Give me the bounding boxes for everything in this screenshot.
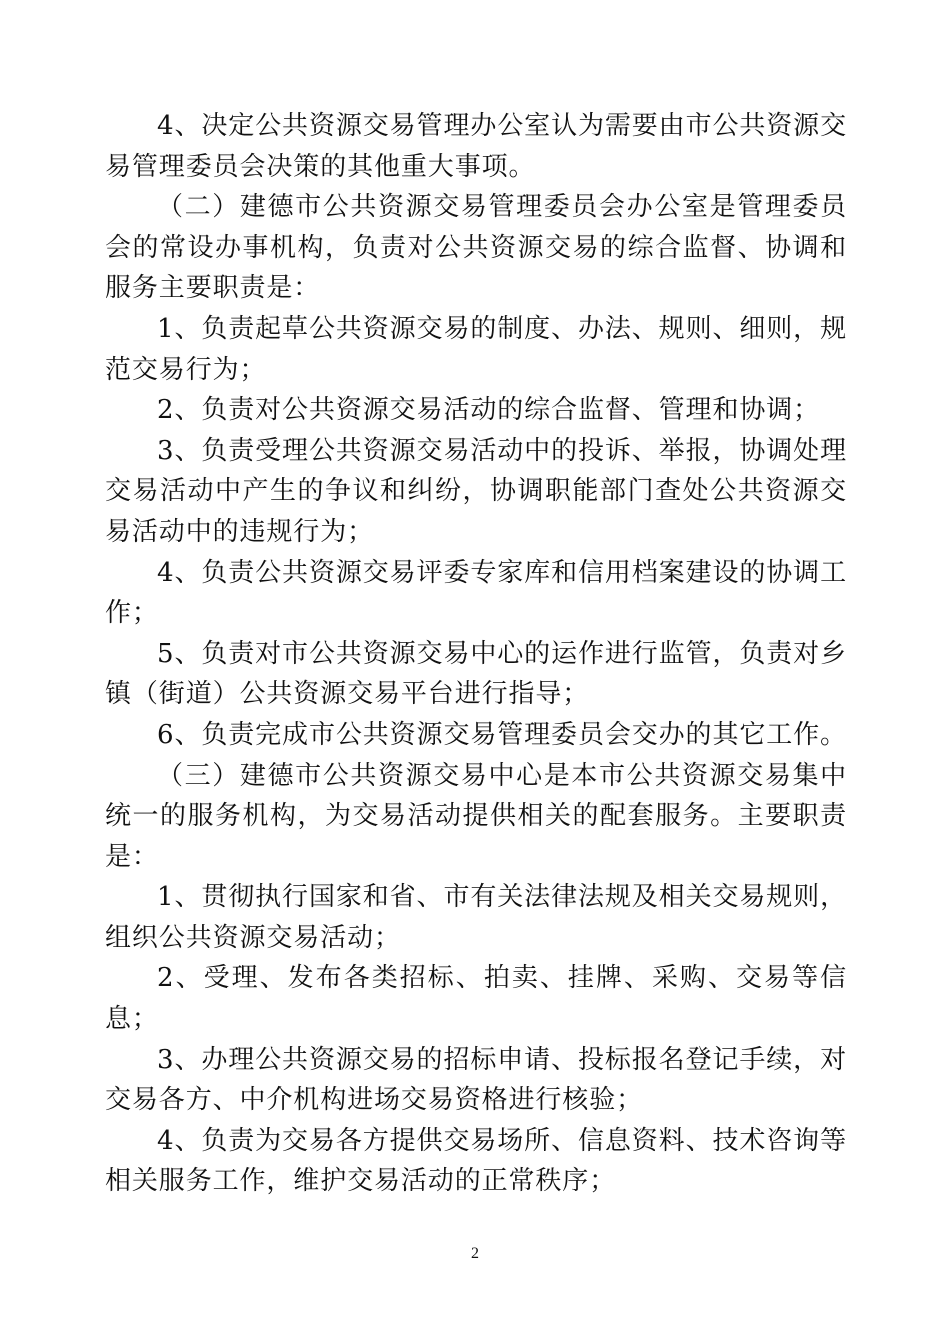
paragraph: （二）建德市公共资源交易管理委员会办公室是管理委员会的常设办事机构，负责对公共资源交易的综合监督、协调和服务主要职责是： bbox=[105, 192, 847, 304]
paragraph: 3、办理公共资源交易的招标申请、投标报名登记手续，对交易各方、中介机构进场交易资格进行核验； bbox=[105, 1044, 847, 1116]
document-body bbox=[105, 106, 847, 1202]
paragraph: 3、负责受理公共资源交易活动中的投诉、举报，协调处理交易活动中产生的争议和纠纷，协调职能部门查处公共资源交易活动中的违规行为； bbox=[105, 435, 847, 547]
paragraph: 4、负责公共资源交易评委专家库和信用档案建设的协调工作； bbox=[105, 557, 847, 629]
paragraph: （三）建德市公共资源交易中心是本市公共资源交易集中统一的服务机构，为交易活动提供相关的配套服务。主要职责是： bbox=[105, 760, 847, 872]
paragraph: 6、负责完成市公共资源交易管理委员会交办的其它工作。 bbox=[157, 719, 847, 750]
paragraph: 4、决定公共资源交易管理办公室认为需要由市公共资源交易管理委员会决策的其他重大事项。 bbox=[105, 111, 847, 182]
paragraph: 5、负责对市公共资源交易中心的运作进行监管，负责对乡镇（街道）公共资源交易平台进行指导； bbox=[105, 638, 847, 710]
paragraph: 2、受理、发布各类招标、拍卖、挂牌、采购、交易等信息； bbox=[105, 963, 847, 1035]
page-number: 2 bbox=[471, 1245, 479, 1262]
paragraph: 2、负责对公共资源交易活动的综合监督、管理和协调； bbox=[157, 395, 821, 426]
paragraph: 1、贯彻执行国家和省、市有关法律法规及相关交易规则，组织公共资源交易活动； bbox=[105, 882, 847, 953]
paragraph: 4、负责为交易各方提供交易场所、信息资料、技术咨询等相关服务工作，维护交易活动的正常秩序； bbox=[105, 1125, 847, 1197]
paragraph: 1、负责起草公共资源交易的制度、办法、规则、细则，规范交易行为； bbox=[105, 313, 847, 385]
